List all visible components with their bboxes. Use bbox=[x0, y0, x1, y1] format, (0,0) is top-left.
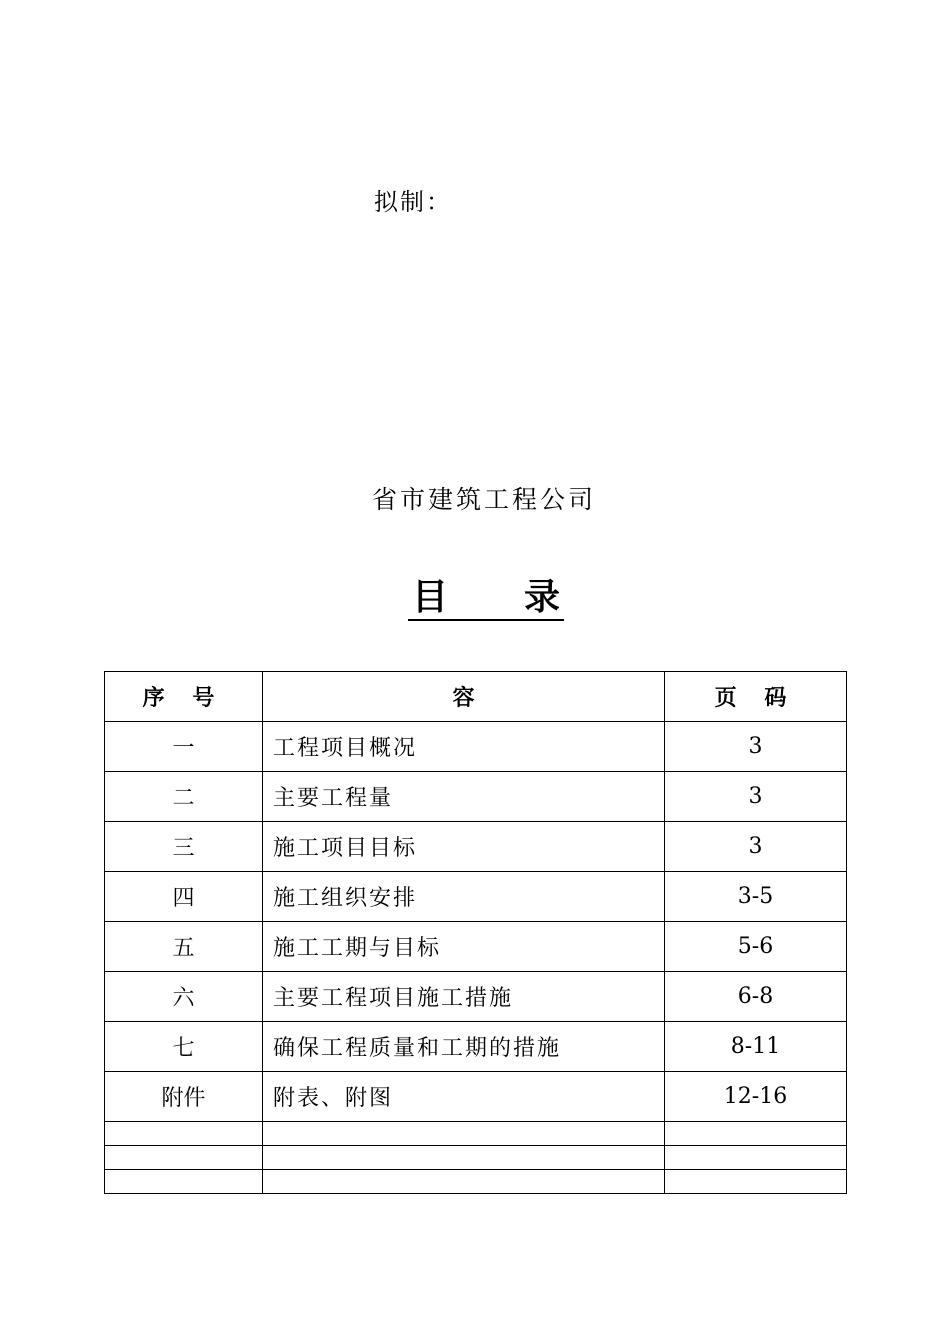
row-page: 6-8 bbox=[665, 972, 847, 1022]
table-row bbox=[105, 1072, 847, 1122]
toc-table bbox=[104, 671, 847, 1194]
blank-row bbox=[105, 1122, 847, 1146]
blank-cell bbox=[263, 1170, 665, 1194]
row-content: 施工组织安排 bbox=[263, 872, 665, 922]
row-content: 工程项目概况 bbox=[263, 722, 665, 772]
blank-cell bbox=[105, 1146, 263, 1170]
blank-cell bbox=[263, 1146, 665, 1170]
row-page: 8-11 bbox=[665, 1022, 847, 1072]
blank-row bbox=[105, 1170, 847, 1194]
row-seq: 三 bbox=[105, 822, 263, 872]
row-seq: 五 bbox=[105, 922, 263, 972]
row-seq: 七 bbox=[105, 1022, 263, 1072]
row-seq: 附件 bbox=[105, 1072, 263, 1122]
row-content: 施工项目目标 bbox=[263, 822, 665, 872]
toc-header-row bbox=[105, 672, 847, 722]
table-row bbox=[105, 1022, 847, 1072]
company-name: 省市建筑工程公司 bbox=[372, 485, 597, 514]
row-content: 确保工程质量和工期的措施 bbox=[263, 1022, 665, 1072]
table-row bbox=[105, 922, 847, 972]
table-row bbox=[105, 872, 847, 922]
row-page: 3-5 bbox=[665, 872, 847, 922]
row-page: 12-16 bbox=[665, 1072, 847, 1122]
blank-row bbox=[105, 1146, 847, 1170]
toc-title-char-1: 目 bbox=[412, 576, 449, 618]
column-header-content: 容 bbox=[263, 672, 665, 722]
row-content: 主要工程项目施工措施 bbox=[263, 972, 665, 1022]
row-seq: 一 bbox=[105, 722, 263, 772]
row-content: 主要工程量 bbox=[263, 772, 665, 822]
toc-title-char-2: 录 bbox=[524, 576, 561, 618]
blank-cell bbox=[665, 1146, 847, 1170]
row-seq: 六 bbox=[105, 972, 263, 1022]
row-seq: 四 bbox=[105, 872, 263, 922]
blank-cell bbox=[105, 1170, 263, 1194]
row-content: 附表、附图 bbox=[263, 1072, 665, 1122]
blank-cell bbox=[263, 1122, 665, 1146]
row-page: 5-6 bbox=[665, 922, 847, 972]
row-seq: 二 bbox=[105, 772, 263, 822]
row-content: 施工工期与目标 bbox=[263, 922, 665, 972]
table-row bbox=[105, 722, 847, 772]
table-row bbox=[105, 772, 847, 822]
row-page: 3 bbox=[665, 822, 847, 872]
column-header-seq: 序 号 bbox=[105, 672, 263, 722]
blank-cell bbox=[665, 1170, 847, 1194]
column-header-page: 页 码 bbox=[665, 672, 847, 722]
table-row bbox=[105, 822, 847, 872]
toc-title bbox=[408, 575, 564, 621]
table-row bbox=[105, 972, 847, 1022]
blank-cell bbox=[105, 1122, 263, 1146]
row-page: 3 bbox=[665, 772, 847, 822]
row-page: 3 bbox=[665, 722, 847, 772]
drafter-label: 拟制： bbox=[374, 188, 452, 216]
blank-cell bbox=[665, 1122, 847, 1146]
